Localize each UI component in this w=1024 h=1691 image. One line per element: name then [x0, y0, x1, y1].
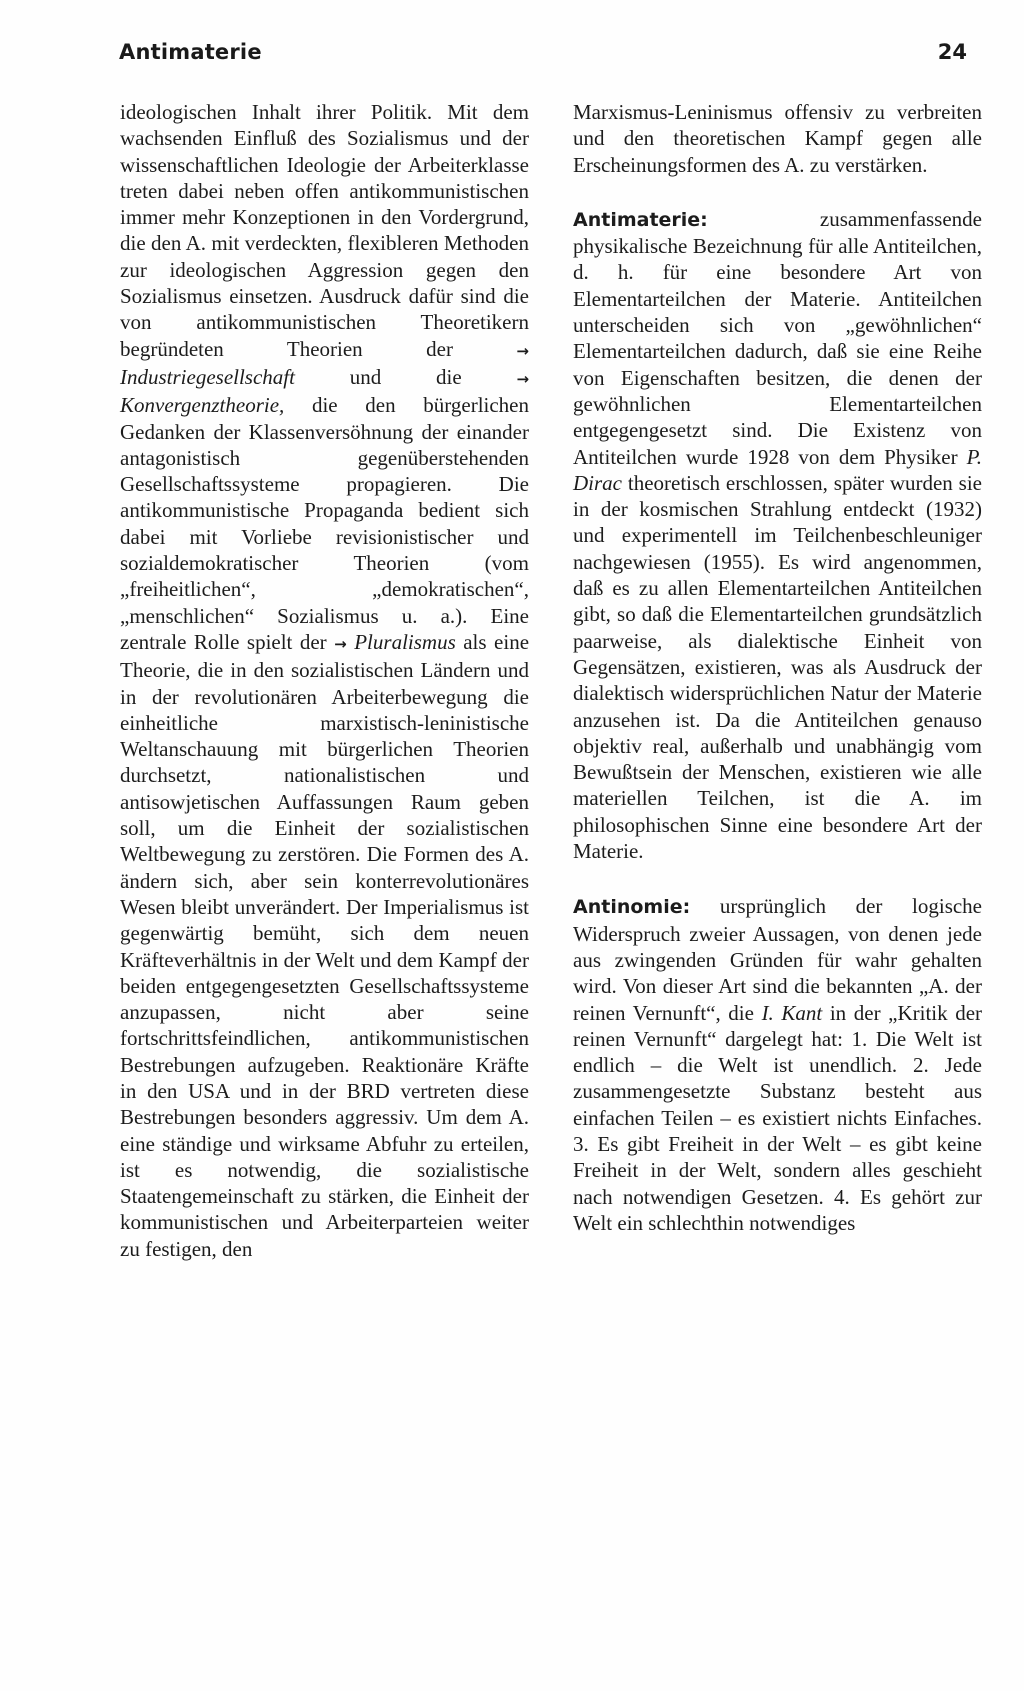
cross-reference-konvergenztheorie: Konvergenztheorie, [120, 393, 285, 418]
cross-reference-arrow-icon: → [516, 341, 529, 360]
entry-term-antimaterie: Antimaterie: [573, 208, 708, 231]
entry-antimaterie [573, 206, 982, 864]
entry-antinomie [573, 893, 982, 1236]
antikommunismus-continuation [120, 99, 529, 1262]
text-segment: in der „Kritik der reinen Vernunft“ dargelegt hat: 1. Die Welt ist endlich – die Welt ist unendlich. 2. Jede zusammengesetzte Substanz besteht aus einfachen Teilen – es existiert nichts Einfaches. 3. Es gibt Freiheit in der Welt – es gibt keine Freiheit in der Welt, sondern alles geschieht nach notwendigen Gesetzen. 4. Es gehört zur Welt ein schlechthin notwendiges [573, 1000, 983, 1235]
cross-reference-arrow-icon: → [516, 369, 530, 388]
person-reference-dirac: P. Dirac [573, 444, 982, 495]
text-segment: die den bürgerlichen Gedanken der Klassenversöhnung der einander antagonistisch gegenüberstehenden Gesellschaftssysteme propagieren. Die antikommunistische Propaganda bedient sich dabei mit Vorliebe revisionistischer und sozialdemokratischer Theorien (vom „freiheitlichen“, „demokratischen“, „menschlichen“ Sozialismus u. a.). Eine zentrale Rolle spielt der [120, 393, 530, 654]
cross-reference-arrow-icon: → [334, 634, 347, 653]
entry-term-antinomie: Antinomie: [573, 896, 691, 919]
left-column [120, 99, 529, 1262]
right-column [573, 99, 982, 1236]
cross-reference-industriegesellschaft: Industriegesellschaft [120, 364, 295, 389]
text-segment: und die [349, 364, 462, 389]
person-reference-kant: I. Kant [761, 1000, 823, 1025]
text-segment: ideologischen Inhalt ihrer Politik. Mit dem wachsenden Einfluß des Sozialismus und der wissenschaftlichen Ideologie der Arbeiterklasse treten dabei neben offen antikommunistischen immer mehr Konzeptionen in den Vordergrund, die den A. mit verdeckten, flexibleren Methoden zur ideologischen Aggression gegen den Sozialismus einsetzen. Ausdruck dafür sind die von antikommunistischen Theoretikern begründeten Theorien der [120, 100, 529, 361]
antikommunismus-continuation-end: Marxismus-Leninismus offensiv zu verbreiten und den theoretischen Kampf gegen alle Erscheinungsformen des A. zu verstärken. [573, 100, 982, 177]
text-segment: theoretisch erschlossen, später wurden sie in der kosmischen Strahlung entdeckt (1932) und experimentell im Teilchenbeschleuniger nachgewiesen (1955). Es wird angenommen, daß es zu allen Elementarteilchen Antiteilchen gibt, so daß die Elementarteilchen grundsätzlich paarweise, als dialektische Einheit von Gegensätzen, existieren, was als Ausdruck der dialektisch widersprüchlichen Natur der Materie anzusehen ist. Da die Antiteilchen genauso objektiv real, außerhalb und unabhängig vom Bewußtsein der Menschen, existieren wie alle materiellen Teilchen, ist die A. im philosophischen Sinne eine besondere Art der Materie. [573, 470, 982, 864]
text-segment: zusammenfassende physikalische Bezeichnung für alle Antiteilchen, d. h. für eine besondere Art von Elementarteilchen der Materie. Antiteilchen unterscheiden sich von „gewöhnlichen“ Elementarteilchen dadurch, daß sie eine Reihe von Eigenschaften besitzen, die denen der gewöhnlichen Elementarteilchen entgegengesetzt sind. Die Existenz von Antiteilchen wurde 1928 von dem Physiker [573, 206, 982, 469]
cross-reference-pluralismus: Pluralismus [354, 629, 456, 654]
running-head: Antimaterie [119, 40, 262, 64]
text-segment: als eine Theorie, die in den sozialistischen Ländern und in der revolutionären Arbeiterbewegung die einheitliche marxistisch-leninistische Weltanschauung mit bürgerlichen Theorien durchsetzt, nationalistischen und antisowjetischen Auffassungen Raum geben soll, um die Einheit der sozialistischen Weltbewegung zu zerstören. Die Formen des A. ändern sich, aber sein konterrevolutionäres Wesen bleibt unverändert. Der Imperialismus ist gegenwärtig bemüht, sich dem neuen Kräfteverhältnis in der Welt und dem Kampf der beiden entgegengesetzten Gesellschaftssysteme anzupassen, nicht aber seine fortschrittsfeindlichen, antikommunistischen Bestrebungen aufzugeben. Reaktionäre Kräfte in den USA und in der BRD vertreten diese Bestrebungen besonders aggressiv. Um dem A. eine ständige und wirksame Abfuhr zu erteilen, ist es notwendig, die sozialistische Staatengemeinschaft zu stärken, die Einheit der kommunistischen und Arbeiterparteien weiter zu festigen, den [120, 629, 530, 1261]
page-number: 24 [937, 40, 967, 64]
text-segment: ursprünglich der logische Widerspruch zweier Aussagen, von denen jede aus zwingenden Gründen für wahr gehalten wird. Von dieser Art sind die bekannten „A. der reinen Vernunft“, die [573, 894, 983, 1025]
